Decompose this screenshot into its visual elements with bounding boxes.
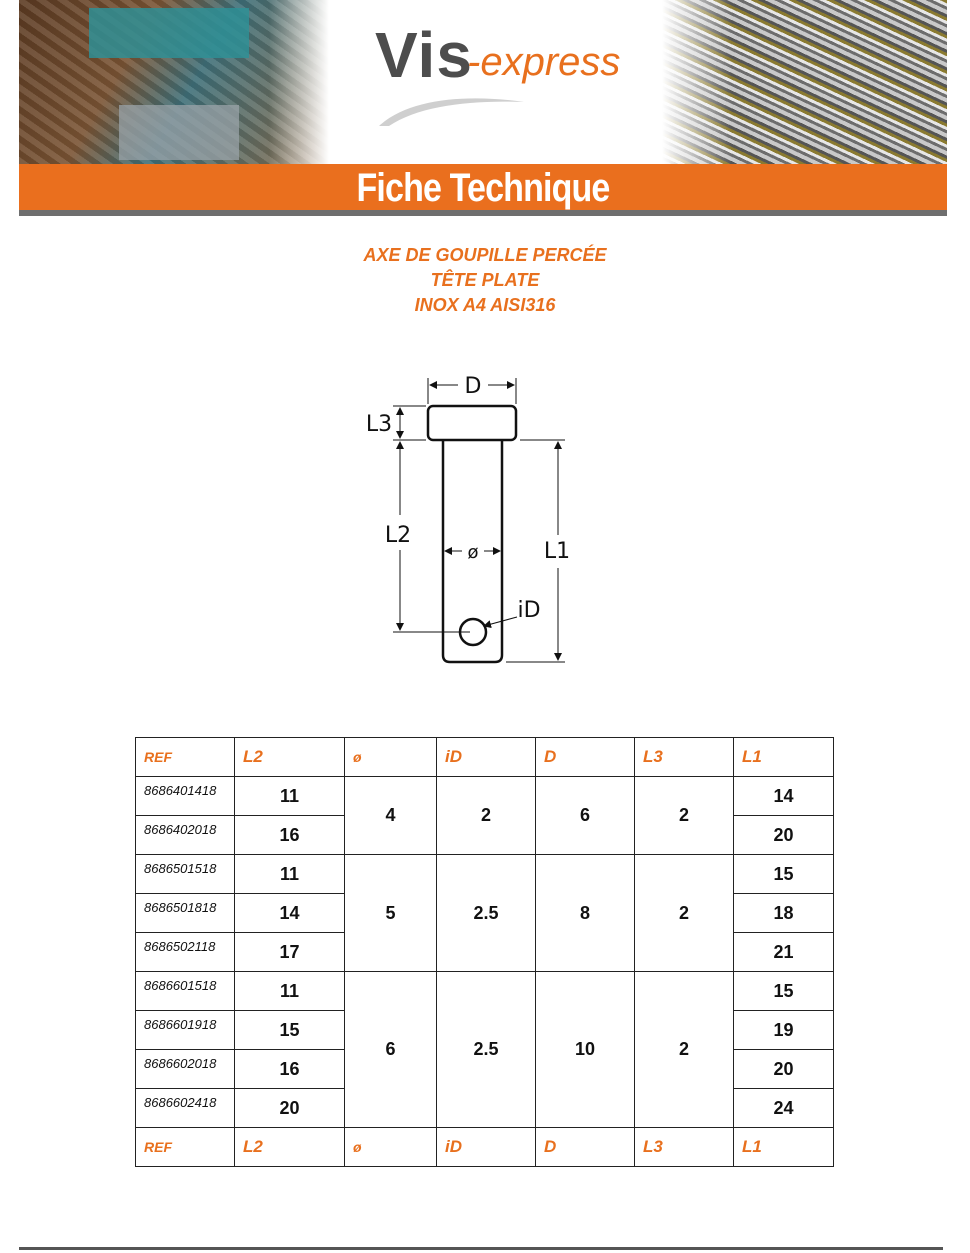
tools-photo (19, 0, 329, 164)
cell-ref: 8686602018 (136, 1050, 235, 1089)
cell-l2: 11 (235, 855, 345, 894)
cell-id: 2.5 (437, 972, 536, 1128)
product-title-line: INOX A4 AISI316 (414, 295, 556, 315)
table-footer-row (136, 1128, 834, 1167)
technical-drawing (355, 368, 605, 668)
bottom-divider (19, 1247, 943, 1250)
header-l3: L3 (635, 738, 734, 777)
table-header-row (136, 738, 834, 777)
header-banner (19, 0, 947, 216)
cell-l2: 16 (235, 1050, 345, 1089)
cell-l1: 18 (734, 894, 834, 933)
header-l1: L1 (734, 738, 834, 777)
cell-l1: 24 (734, 1089, 834, 1128)
label-l2: L2 (384, 523, 412, 548)
cell-l1: 19 (734, 1011, 834, 1050)
footer-d: D (536, 1128, 635, 1167)
cell-ref: 8686601518 (136, 972, 235, 1011)
screws-photo (662, 0, 947, 164)
cell-l2: 20 (235, 1089, 345, 1128)
cell-diameter: 4 (345, 777, 437, 855)
label-l3: L3 (365, 412, 393, 437)
product-title-line: AXE DE GOUPILLE PERCÉE (363, 245, 607, 265)
logo-vis-text: Vis (375, 19, 473, 91)
header-l2: L2 (235, 738, 345, 777)
band-title: Fiche Technique (356, 166, 610, 210)
vis-express-logo (359, 18, 639, 128)
cell-ref: 8686401418 (136, 777, 235, 816)
cell-ref: 8686601918 (136, 1011, 235, 1050)
cell-l3: 2 (635, 855, 734, 972)
footer-l2: L2 (235, 1128, 345, 1167)
cell-l2: 11 (235, 777, 345, 816)
product-title-line: TÊTE PLATE (430, 270, 540, 290)
header-ref: REF (136, 738, 235, 777)
cell-l2: 11 (235, 972, 345, 1011)
header-id: iD (437, 738, 536, 777)
cell-l1: 21 (734, 933, 834, 972)
table-row (136, 855, 834, 894)
cell-diameter: 6 (345, 972, 437, 1128)
cell-l1: 14 (734, 777, 834, 816)
label-l1: L1 (543, 539, 571, 564)
cell-ref: 8686501518 (136, 855, 235, 894)
cell-d: 6 (536, 777, 635, 855)
cell-ref: 8686602418 (136, 1089, 235, 1128)
cell-l1: 20 (734, 816, 834, 855)
footer-l3: L3 (635, 1128, 734, 1167)
cell-l2: 14 (235, 894, 345, 933)
cell-ref: 8686402018 (136, 816, 235, 855)
cell-id: 2 (437, 777, 536, 855)
cell-l2: 16 (235, 816, 345, 855)
footer-id: iD (437, 1128, 536, 1167)
cell-d: 8 (536, 855, 635, 972)
cell-ref: 8686501818 (136, 894, 235, 933)
dimensions-table (135, 737, 834, 1167)
footer-l1: L1 (734, 1128, 834, 1167)
header-d: D (536, 738, 635, 777)
cell-l1: 15 (734, 972, 834, 1011)
label-id: iD (517, 598, 541, 623)
header-diameter: ø (345, 738, 437, 777)
cell-diameter: 5 (345, 855, 437, 972)
logo-swoosh-icon (359, 88, 529, 128)
cell-id: 2.5 (437, 855, 536, 972)
cell-l3: 2 (635, 777, 734, 855)
pin-head (428, 406, 516, 440)
logo-express-text: -express (467, 40, 621, 84)
footer-diameter: ø (345, 1128, 437, 1167)
footer-ref: REF (136, 1128, 235, 1167)
label-d: D (464, 374, 482, 399)
cell-l1: 20 (734, 1050, 834, 1089)
product-title (0, 243, 970, 318)
cell-ref: 8686502118 (136, 933, 235, 972)
table-row (136, 972, 834, 1011)
cell-l3: 2 (635, 972, 734, 1128)
cell-l2: 15 (235, 1011, 345, 1050)
table-row (136, 777, 834, 816)
cell-l2: 17 (235, 933, 345, 972)
cell-d: 10 (536, 972, 635, 1128)
label-diameter: ø (467, 542, 479, 563)
cell-l1: 15 (734, 855, 834, 894)
